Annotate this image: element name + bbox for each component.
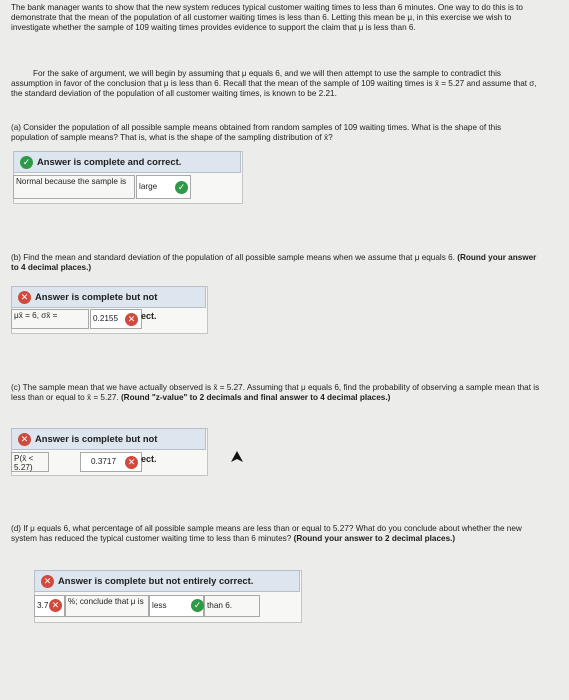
part-c-label: P(x̄ < 5.27) [11,452,49,472]
x-icon: ✕ [18,291,31,304]
part-b-label: μx̄ = 6, σx̄ = [11,309,89,329]
part-b-status: Answer is complete but not [35,291,158,303]
part-b-status-header [11,286,206,308]
part-d-question-text: (d) If μ equals 6, what percentage of all possible sample means are less than or equal to 5.27? What do you conclude about whether the new system has reduced the typical customer waiting time to less than 6 minutes? [11,524,522,543]
argument-paragraph: For the sake of argument, we will begin by assuming that μ equals 6, and we will then attempt to use the sample to contradict this assumption in favor of the conclusion that μ is less than 6. Recall that the mean of the sample of 109 waiting times is x̄ = 5.27 and assume that σ, the standard deviation of the population of all customer waiting times, is known to be 2.21. [11,69,537,98]
part-d-percent-field[interactable]: 3.7 [34,595,65,617]
part-d-middle-text: %; conclude that μ is [65,595,149,617]
x-icon: ✕ [125,456,138,469]
part-d-rounding-note: (Round your answer to 2 decimal places.) [293,533,456,543]
part-c-status-header [11,428,206,450]
part-b-question-text: (b) Find the mean and standard deviation of the population of all possible sample means when we assume that μ equals 6. [11,253,455,262]
x-icon: ✕ [41,575,54,588]
check-icon: ✓ [191,599,204,612]
part-a-status-header [13,151,241,173]
part-b-question [11,253,541,273]
x-icon: ✕ [125,313,138,326]
intro-paragraph: The bank manager wants to show that the new system reduces typical customer waiting times to less than 6 minutes. One way to do this is to demonstrate that the mean of the population of all customer waiting times is less than 6. Letting this mean be μ, in this exercise we wish to investigate whether the sample of 109 waiting times provides evidence to support the claim that μ is less than 6. [11,3,523,32]
part-c-status: Answer is complete but not [35,433,158,445]
part-d-end-text: than 6. [204,595,260,617]
part-d-question [11,524,541,544]
part-c-rounding-note: (Round "z-value" to 2 decimals and final answer to 4 decimal places.) [120,392,391,402]
part-c-question [11,383,541,403]
part-d-status: Answer is complete but not entirely correct. [58,575,254,587]
part-d-status-header [34,570,300,592]
part-c-question-text: (c) The sample mean that we have actually observed is x̄ = 5.27. Assuming that μ equals 6, find the probability of observing a sample mean that is less than or equal to x̄ = 5.27. [11,383,540,402]
part-a-question: (a) Consider the population of all possible sample means obtained from random samples of 109 waiting times. What is the shape of this population of sample means? That is, what is the shape of the sampling distribution of x̄? [11,123,502,142]
check-icon: ✓ [20,156,33,169]
mouse-cursor-icon [230,450,244,464]
part-b-rounding-note: (Round your answer to 4 decimal places.) [11,253,537,272]
part-a-label: Normal because the sample is [13,175,135,199]
check-icon: ✓ [175,181,188,194]
part-c-truncated-text: ect. [141,454,157,464]
part-c-answer-field[interactable]: 0.3717 [80,452,142,472]
part-a-answer-field[interactable]: large [136,175,191,199]
part-b-answer-field[interactable]: 0.2155 [90,309,142,329]
part-d-conclusion-field[interactable]: less [149,595,204,617]
part-b-truncated-text: ect. [141,311,157,321]
part-a-status: Answer is complete and correct. [37,156,182,168]
x-icon: ✕ [18,433,31,446]
x-icon: ✕ [49,599,62,612]
